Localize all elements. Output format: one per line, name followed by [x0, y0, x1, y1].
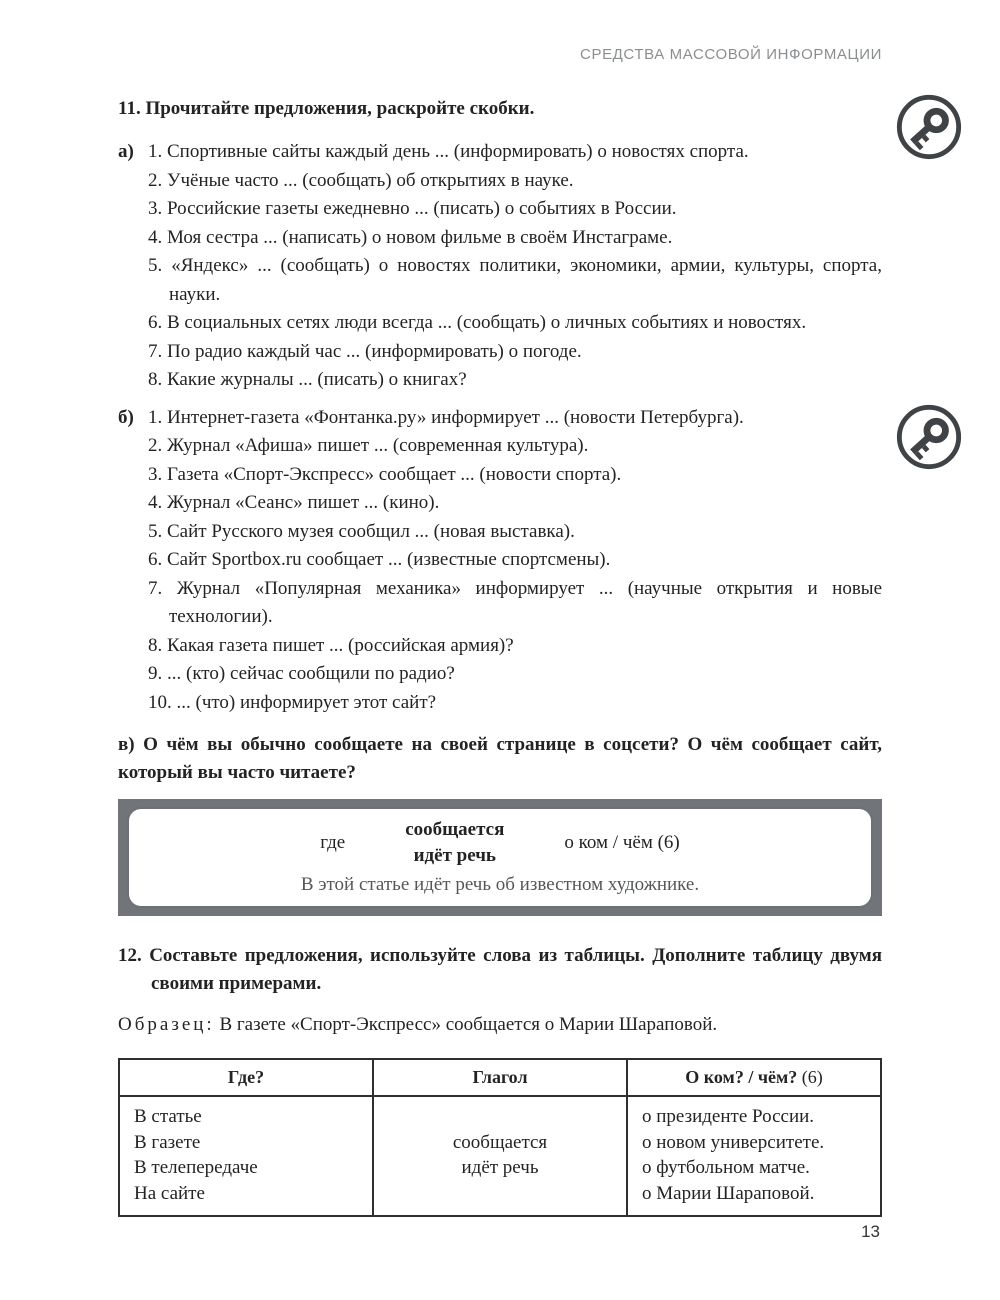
exercise-11-part-b	[118, 404, 882, 718]
list-item: 4. Журнал «Сеанс» пишет ... (кино).	[148, 492, 440, 513]
list-item: 5. «Яндекс» ... (сообщать) о новостях политики, экономики, армии, культуры, спорта, науки.	[148, 255, 882, 305]
table-cell-verb: сообщается идёт речь	[373, 1096, 627, 1216]
grammar-box-object: о ком / чём (6)	[564, 831, 680, 853]
exercise-11-part-a	[118, 138, 882, 395]
list-item: 8. Какие журналы ... (писать) о книгах?	[148, 369, 467, 390]
table-header-verb: Глагол	[373, 1059, 627, 1096]
table-header-where: Где?	[119, 1059, 373, 1096]
list-item: 1. Спортивные сайты каждый день ... (информировать) о новостях спорта.	[148, 141, 749, 162]
grammar-box	[118, 799, 882, 916]
list-item: 7. По радио каждый час ... (информировать) о погоде.	[148, 340, 582, 362]
table-header-row	[119, 1059, 881, 1096]
table-cell-object: о президенте России. о новом университете. о футбольном матче. о Марии Шараповой.	[627, 1096, 881, 1216]
key-icon	[894, 402, 964, 472]
list-item: 3. Газета «Спорт-Экспресс» сообщает ... (новости спорта).	[148, 463, 622, 485]
page-content	[118, 96, 882, 1217]
table-header-object: О ком? / чём? (6)	[627, 1059, 881, 1096]
page-number: 13	[861, 1222, 880, 1241]
list-item: 2. Журнал «Афиша» пишет ... (современная культура).	[148, 435, 589, 456]
part-a-label: а)	[118, 141, 134, 162]
list-item: 1. Интернет-газета «Фонтанка.ру» информирует ... (новости Петербурга).	[148, 406, 744, 428]
exercise-11-title: 11. Прочитайте предложения, раскройте скобки.	[118, 98, 535, 119]
sample-label: Образец:	[118, 1014, 215, 1035]
list-item: 3. Российские газеты ежедневно ... (писать) о событиях в России.	[148, 198, 677, 219]
table-row	[119, 1096, 881, 1216]
list-item: 6. Сайт Sportbox.ru сообщает ... (известные спортсмены).	[148, 549, 611, 570]
exercise-12-table	[118, 1058, 882, 1217]
exercise-11-part-v-question: в) О чём вы обычно сообщаете на своей странице в соцсети? О чём сообщает сайт, который вы часто читаете?	[118, 734, 882, 783]
running-head: СРЕДСТВА МАССОВОЙ ИНФОРМАЦИИ	[580, 46, 882, 63]
list-item: 5. Сайт Русского музея сообщил ... (новая выставка).	[148, 520, 575, 542]
table-cell-where: В статье В газете В телепередаче На сайте	[119, 1096, 373, 1216]
list-item: 7. Журнал «Популярная механика» информирует ... (научные открытия и новые технологии).	[148, 577, 883, 627]
part-a-list	[148, 138, 882, 395]
list-item: 8. Какая газета пишет ... (российская армия)?	[148, 634, 514, 656]
key-icon	[894, 92, 964, 162]
list-item: 9. ... (кто) сейчас сообщили по радио?	[148, 663, 455, 684]
part-b-label: б)	[118, 406, 134, 428]
list-item: 4. Моя сестра ... (написать) о новом фильме в своём Инстаграме.	[148, 226, 673, 248]
exercise-12-sample: Образец: В газете «Спорт-Экспресс» сообщается о Марии Шараповой.	[118, 1014, 718, 1035]
exercise-12-title: 12. Составьте предложения, используйте слова из таблицы. Дополните таблицу двумя своими примерами.	[118, 945, 882, 994]
grammar-box-example: В этой статье идёт речь об известном художнике.	[300, 874, 700, 895]
grammar-box-where: где	[320, 831, 346, 853]
list-item: 2. Учёные часто ... (сообщать) об открытиях в науке.	[148, 169, 574, 191]
list-item: 10. ... (что) информирует этот сайт?	[148, 691, 437, 713]
list-item: 6. В социальных сетях люди всегда ... (сообщать) о личных событиях и новостях.	[148, 312, 807, 333]
part-b-list	[148, 404, 882, 718]
part-v-label: в)	[118, 734, 135, 755]
grammar-box-verbs: сообщается идёт речь	[405, 819, 505, 866]
